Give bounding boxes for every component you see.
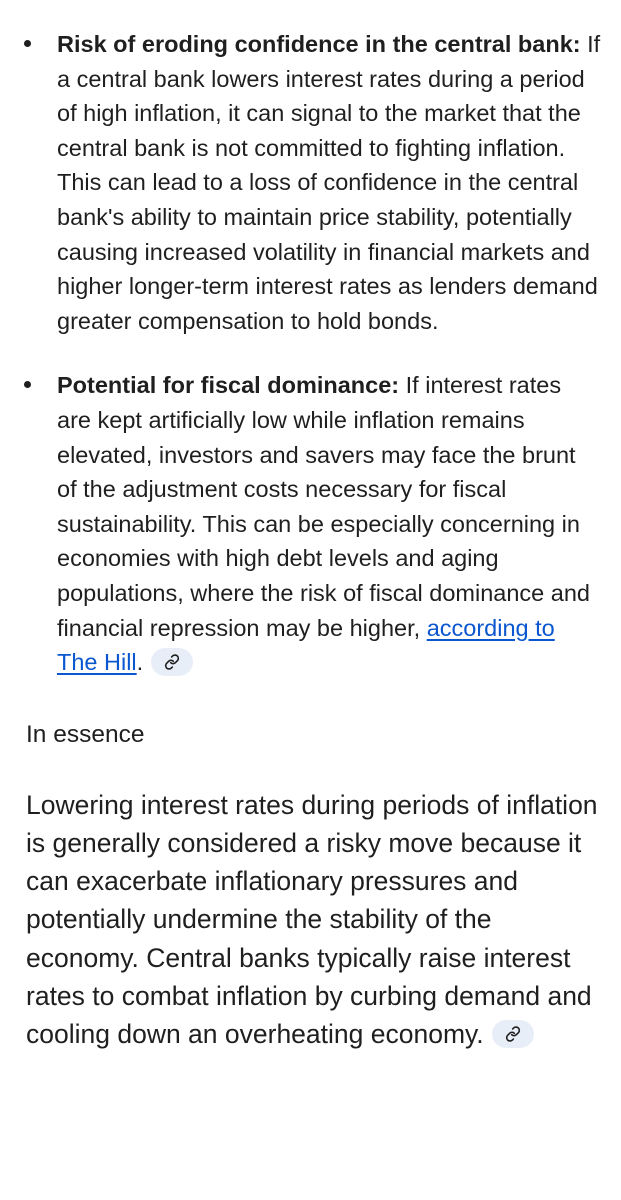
bullet-text: If a central bank lowers interest rates during a period of high inflation, it can signal to the market that the central bank is not committed to fighting inflation. This can lead to a loss of confidence in the central bank's ability to maintain price stability, potentially causing increased volatility in financial markets and higher longer-term interest rates as lenders demand greater compensation to hold bonds. (57, 31, 601, 334)
bullet-text-end: . (136, 649, 144, 676)
summary-paragraph (26, 786, 601, 1053)
source-link-the-hill[interactable]: according to The Hill (57, 614, 555, 676)
section-heading: In essence (26, 720, 145, 748)
summary-text: Lowering interest rates during periods of inflation is generally considered a risky move because it can exacerbate inflationary pressures and potentially undermine the stability of the economy. Central banks typically raise interest rates to combat inflation by curbing demand and cooling down an overheating economy. (26, 789, 598, 1049)
source-chip-button[interactable] (151, 648, 193, 676)
bullet-dot (24, 381, 31, 388)
bullet-item-confidence-risk (0, 27, 621, 338)
bullet-list (0, 27, 621, 680)
bullet-title: Risk of eroding confidence in the central bank: (57, 31, 581, 57)
bullet-dot (24, 40, 31, 47)
source-chip-button[interactable] (492, 1020, 534, 1048)
link-icon (505, 1026, 521, 1042)
bullet-item-fiscal-dominance (0, 368, 621, 679)
bullet-text: If interest rates are kept artificially low while inflation remains elevated, investors and savers may face the brunt of the adjustment costs necessary for fiscal sustainability. This can be especially concerning in economies with high debt levels and aging populations, where the risk of fiscal dominance and financial repression may be higher, (57, 372, 590, 641)
link-icon (164, 654, 180, 670)
bullet-title: Potential for fiscal dominance: (57, 372, 400, 399)
